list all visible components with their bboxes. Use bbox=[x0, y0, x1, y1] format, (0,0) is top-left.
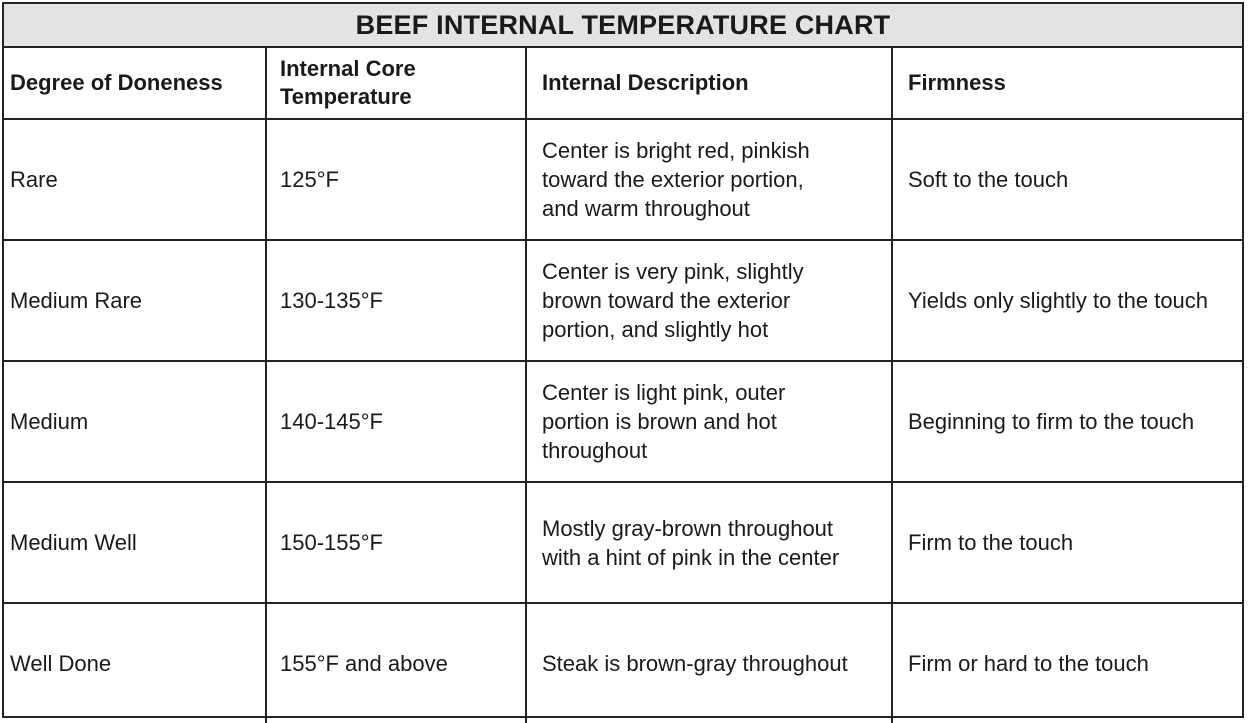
description-cell bbox=[526, 603, 892, 723]
table-row bbox=[4, 603, 1242, 723]
doneness-cell: Medium Rare bbox=[4, 240, 266, 361]
description-line: throughout bbox=[542, 438, 648, 463]
header-temperature-line-1: Internal Core bbox=[280, 56, 416, 81]
description-line: with a hint of pink in the center bbox=[542, 544, 840, 570]
firmness-cell: Firm or hard to the touch bbox=[908, 651, 1149, 676]
description-line: Mostly gray-brown throughout bbox=[542, 515, 834, 541]
temperature-table bbox=[4, 48, 1242, 723]
header-description: Internal Description bbox=[526, 48, 892, 119]
firmness-cell: Beginning to firm to the touch bbox=[892, 361, 1242, 482]
table-row bbox=[4, 482, 1242, 603]
chart-title: BEEF INTERNAL TEMPERATURE CHART bbox=[4, 4, 1242, 48]
description-cell bbox=[526, 119, 892, 240]
firmness-cell: Yields only slightly to the touch bbox=[892, 240, 1242, 361]
doneness-cell: Medium bbox=[4, 361, 266, 482]
doneness-cell: Rare bbox=[4, 119, 266, 240]
header-temperature bbox=[266, 48, 526, 119]
table-row bbox=[4, 361, 1242, 482]
firmness-cell: Firm to the touch bbox=[892, 482, 1242, 603]
temperature-cell: 130-135°F bbox=[266, 240, 526, 361]
doneness-cell: Medium Well bbox=[4, 482, 266, 603]
temperature-cell: 125°F bbox=[266, 119, 526, 240]
temperature-cell: 155°F and above bbox=[266, 603, 526, 723]
temperature-cell: 150-155°F bbox=[266, 482, 526, 603]
table-row bbox=[4, 119, 1242, 240]
description-line: portion, and slightly hot bbox=[542, 317, 769, 342]
description-line: Center is very pink, slightly bbox=[542, 259, 804, 284]
description-line: Center is light pink, outer bbox=[542, 380, 786, 405]
description-cell bbox=[526, 361, 892, 482]
table-row bbox=[4, 240, 1242, 361]
description-line: Steak is brown-gray throughout bbox=[542, 651, 848, 676]
header-row bbox=[4, 48, 1242, 119]
description-line: brown toward the exterior bbox=[542, 288, 791, 313]
header-doneness: Degree of Doneness bbox=[4, 48, 266, 119]
header-temperature-line-2: Temperature bbox=[280, 84, 412, 109]
header-firmness: Firmness bbox=[892, 48, 1242, 119]
doneness-cell: Well Done bbox=[4, 603, 266, 723]
description-cell bbox=[526, 482, 892, 603]
temperature-chart bbox=[2, 2, 1244, 718]
description-line: portion is brown and hot bbox=[542, 409, 777, 434]
temperature-cell: 140-145°F bbox=[266, 361, 526, 482]
firmness-cell: Soft to the touch bbox=[892, 119, 1242, 240]
description-cell bbox=[526, 240, 892, 361]
description-line: and warm throughout bbox=[542, 196, 750, 221]
description-line: Center is bright red, pinkish bbox=[542, 138, 810, 163]
description-line: toward the exterior portion, bbox=[542, 167, 804, 192]
